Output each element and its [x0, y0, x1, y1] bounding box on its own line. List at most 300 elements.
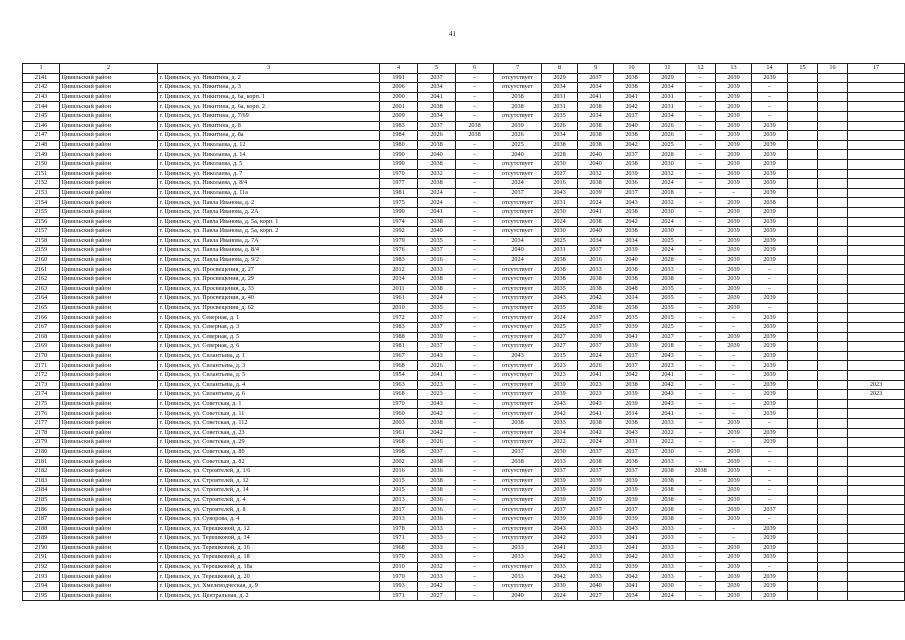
cell-col-4: 2015 — [380, 476, 418, 486]
cell-col-10: 2034 — [614, 236, 650, 246]
cell-col-7: отсутствует — [494, 313, 542, 323]
cell-col-13: 2039 — [716, 457, 752, 467]
cell-col-8: 2039 — [542, 476, 578, 486]
cell-col-15 — [788, 188, 818, 198]
cell-col-1: 2146 — [23, 121, 60, 131]
cell-col-4: 1981 — [380, 342, 418, 352]
cell-col-8: 2033 — [542, 457, 578, 467]
cell-col-9: 2032 — [578, 169, 614, 179]
cell-col-4: 1974 — [380, 217, 418, 227]
cell-col-14: 2039 — [752, 131, 788, 141]
cell-col-4: 2010 — [380, 303, 418, 313]
cell-col-1: 2170 — [23, 351, 60, 361]
cell-col-9: 2042 — [578, 428, 614, 438]
cell-col-16 — [818, 207, 848, 217]
cell-col-2: Цивильский район — [60, 543, 158, 553]
cell-col-12: – — [686, 438, 716, 448]
cell-col-16 — [818, 179, 848, 189]
cell-col-12: – — [686, 92, 716, 102]
cell-col-14: 2039 — [752, 438, 788, 448]
cell-col-15 — [788, 198, 818, 208]
column-number-17: 17 — [848, 64, 905, 74]
cell-col-4: 1961 — [380, 294, 418, 304]
table-row — [23, 428, 905, 438]
cell-col-3: г. Цивильск, ул. Силантьева, д. 4 — [158, 380, 380, 390]
cell-col-9: 2033 — [578, 543, 614, 553]
cell-col-10: 2039 — [614, 323, 650, 333]
cell-col-15 — [788, 371, 818, 381]
cell-col-6: – — [456, 198, 494, 208]
cell-col-16 — [818, 131, 848, 141]
cell-col-16 — [818, 466, 848, 476]
cell-col-14: 2039 — [752, 582, 788, 592]
cell-col-16 — [818, 150, 848, 160]
cell-col-6: – — [456, 553, 494, 563]
cell-col-1: 2162 — [23, 275, 60, 285]
cell-col-10: 2043 — [614, 198, 650, 208]
cell-col-13: – — [716, 380, 752, 390]
cell-col-2: Цивильский район — [60, 198, 158, 208]
cell-col-11: 2038 — [650, 486, 686, 496]
cell-col-15 — [788, 543, 818, 553]
cell-col-10: 2039 — [614, 562, 650, 572]
cell-col-5: 2034 — [418, 111, 456, 121]
cell-col-12: – — [686, 409, 716, 419]
cell-col-9: 2034 — [578, 236, 614, 246]
table-row — [23, 102, 905, 112]
cell-col-8: 2030 — [542, 207, 578, 217]
cell-col-7: 2043 — [494, 351, 542, 361]
cell-col-4: 1970 — [380, 572, 418, 582]
cell-col-12: – — [686, 582, 716, 592]
cell-col-16 — [818, 323, 848, 333]
cell-col-15 — [788, 255, 818, 265]
cell-col-6: – — [456, 207, 494, 217]
cell-col-1: 2154 — [23, 198, 60, 208]
cell-col-15 — [788, 303, 818, 313]
cell-col-2: Цивильский район — [60, 534, 158, 544]
table-row — [23, 534, 905, 544]
cell-col-2: Цивильский район — [60, 390, 158, 400]
cell-col-5: 2042 — [418, 582, 456, 592]
cell-col-6: – — [456, 303, 494, 313]
column-number-14: 14 — [752, 64, 788, 74]
cell-col-3: г. Цивильск, ул. Павла Иванова, д. 5а, корп. 1 — [158, 217, 380, 227]
cell-col-5: 2023 — [418, 380, 456, 390]
cell-col-15 — [788, 323, 818, 333]
cell-col-2: Цивильский район — [60, 457, 158, 467]
cell-col-2: Цивильский район — [60, 169, 158, 179]
cell-col-6: – — [456, 227, 494, 237]
cell-col-14: – — [752, 418, 788, 428]
cell-col-17 — [848, 255, 905, 265]
cell-col-1: 2143 — [23, 92, 60, 102]
cell-col-12: – — [686, 207, 716, 217]
cell-col-12: – — [686, 351, 716, 361]
cell-col-3: г. Цивильск, ул. Советская, д. 11 — [158, 409, 380, 419]
cell-col-9: 2034 — [578, 111, 614, 121]
cell-col-9: 2026 — [578, 361, 614, 371]
cell-col-1: 2176 — [23, 409, 60, 419]
cell-col-6: – — [456, 83, 494, 93]
cell-col-1: 2181 — [23, 457, 60, 467]
cell-col-2: Цивильский район — [60, 150, 158, 160]
cell-col-5: 2037 — [418, 121, 456, 131]
table-row — [23, 447, 905, 457]
cell-col-7: отсутствует — [494, 303, 542, 313]
cell-col-15 — [788, 313, 818, 323]
cell-col-7: отсутствует — [494, 284, 542, 294]
cell-col-8: 2043 — [542, 188, 578, 198]
cell-col-11: 2030 — [650, 447, 686, 457]
cell-col-4: 2016 — [380, 466, 418, 476]
cell-col-13: 2039 — [716, 275, 752, 285]
cell-col-16 — [818, 495, 848, 505]
cell-col-5: 2040 — [418, 227, 456, 237]
cell-col-8: 2033 — [542, 418, 578, 428]
cell-col-16 — [818, 265, 848, 275]
cell-col-3: г. Цивильск, ул. Советская, д. 23 — [158, 428, 380, 438]
cell-col-12: – — [686, 284, 716, 294]
cell-col-11: 2035 — [650, 303, 686, 313]
cell-col-9: 2023 — [578, 390, 614, 400]
cell-col-9: 2041 — [578, 207, 614, 217]
cell-col-6: 2038 — [456, 121, 494, 131]
cell-col-3: г. Цивильск, ул. Суворова, д. 4 — [158, 514, 380, 524]
cell-col-10: 2042 — [614, 102, 650, 112]
cell-col-9: 2038 — [578, 102, 614, 112]
cell-col-12: – — [686, 179, 716, 189]
cell-col-8: 2029 — [542, 73, 578, 83]
cell-col-11: 2032 — [650, 198, 686, 208]
cell-col-17 — [848, 466, 905, 476]
cell-col-13: 2039 — [716, 111, 752, 121]
cell-col-1: 2172 — [23, 371, 60, 381]
cell-col-16 — [818, 534, 848, 544]
cell-col-2: Цивильский район — [60, 255, 158, 265]
table-row — [23, 514, 905, 524]
cell-col-8: 2039 — [542, 380, 578, 390]
cell-col-14: 2039 — [752, 150, 788, 160]
cell-col-14: 2039 — [752, 207, 788, 217]
cell-col-10: 2038 — [614, 73, 650, 83]
cell-col-16 — [818, 236, 848, 246]
cell-col-12: – — [686, 188, 716, 198]
column-number-2: 2 — [60, 64, 158, 74]
cell-col-11: 2038 — [650, 514, 686, 524]
cell-col-2: Цивильский район — [60, 83, 158, 93]
cell-col-16 — [818, 371, 848, 381]
table-row — [23, 476, 905, 486]
cell-col-1: 2145 — [23, 111, 60, 121]
cell-col-6: – — [456, 543, 494, 553]
cell-col-16 — [818, 543, 848, 553]
cell-col-4: 1991 — [380, 73, 418, 83]
column-number-10: 10 — [614, 64, 650, 74]
cell-col-13: 2039 — [716, 121, 752, 131]
cell-col-14: 2039 — [752, 534, 788, 544]
cell-col-9: 2041 — [578, 371, 614, 381]
cell-col-5: 2038 — [418, 217, 456, 227]
cell-col-15 — [788, 227, 818, 237]
cell-col-6: – — [456, 418, 494, 428]
cell-col-4: 1990 — [380, 150, 418, 160]
cell-col-14: 2039 — [752, 380, 788, 390]
cell-col-12: – — [686, 399, 716, 409]
cell-col-11: 2022 — [650, 428, 686, 438]
cell-col-5: 2042 — [418, 409, 456, 419]
cell-col-5: 2035 — [418, 303, 456, 313]
cell-col-12: – — [686, 380, 716, 390]
cell-col-3: г. Цивильск, ул. Никитина, д. 6а, корп. 1 — [158, 92, 380, 102]
table-row — [23, 495, 905, 505]
cell-col-14: – — [752, 486, 788, 496]
cell-col-1: 2165 — [23, 303, 60, 313]
cell-col-6: – — [456, 457, 494, 467]
cell-col-1: 2142 — [23, 83, 60, 93]
cell-col-1: 2177 — [23, 418, 60, 428]
cell-col-15 — [788, 486, 818, 496]
cell-col-15 — [788, 246, 818, 256]
cell-col-9: 2039 — [578, 188, 614, 198]
cell-col-10: 2042 — [614, 572, 650, 582]
cell-col-1: 2186 — [23, 505, 60, 515]
cell-col-3: г. Цивильск, ул. Никитина, д. 2 — [158, 73, 380, 83]
cell-col-9: 2033 — [578, 534, 614, 544]
cell-col-2: Цивильский район — [60, 275, 158, 285]
cell-col-4: 1983 — [380, 323, 418, 333]
cell-col-13: 2039 — [716, 447, 752, 457]
cell-col-1: 2157 — [23, 227, 60, 237]
cell-col-2: Цивильский район — [60, 591, 158, 601]
cell-col-3: г. Цивильск, ул. Северная, д. 6 — [158, 342, 380, 352]
cell-col-2: Цивильский район — [60, 73, 158, 83]
cell-col-17 — [848, 543, 905, 553]
cell-col-1: 2173 — [23, 380, 60, 390]
cell-col-10: 2041 — [614, 92, 650, 102]
cell-col-15 — [788, 342, 818, 352]
cell-col-5: 2032 — [418, 562, 456, 572]
cell-col-9: 2039 — [578, 476, 614, 486]
cell-col-17 — [848, 217, 905, 227]
cell-col-11: 2023 — [650, 361, 686, 371]
cell-col-12: – — [686, 236, 716, 246]
cell-col-17 — [848, 486, 905, 496]
cell-col-2: Цивильский район — [60, 217, 158, 227]
cell-col-14: – — [752, 303, 788, 313]
cell-col-6: – — [456, 313, 494, 323]
cell-col-8: 2042 — [542, 534, 578, 544]
cell-col-7: 2034 — [494, 236, 542, 246]
cell-col-14: – — [752, 265, 788, 275]
cell-col-11: 2028 — [650, 255, 686, 265]
table-row — [23, 399, 905, 409]
cell-col-11: 2043 — [650, 399, 686, 409]
cell-col-17 — [848, 92, 905, 102]
cell-col-7: отсутствует — [494, 582, 542, 592]
cell-col-5: 2023 — [418, 390, 456, 400]
cell-col-4: 1993 — [380, 582, 418, 592]
cell-col-14: 2039 — [752, 313, 788, 323]
cell-col-17 — [848, 303, 905, 313]
cell-col-17 — [848, 169, 905, 179]
cell-col-10: 2014 — [614, 294, 650, 304]
cell-col-10: 2039 — [614, 246, 650, 256]
cell-col-17 — [848, 447, 905, 457]
cell-col-14: 2039 — [752, 188, 788, 198]
cell-col-15 — [788, 591, 818, 601]
cell-col-16 — [818, 140, 848, 150]
cell-col-9: 2033 — [578, 524, 614, 534]
cell-col-13: 2039 — [716, 505, 752, 515]
cell-col-16 — [818, 342, 848, 352]
cell-col-11: 2031 — [650, 92, 686, 102]
cell-col-11: 2043 — [650, 390, 686, 400]
cell-col-6: 2038 — [456, 131, 494, 141]
cell-col-11: 2033 — [650, 572, 686, 582]
cell-col-2: Цивильский район — [60, 92, 158, 102]
table-row — [23, 313, 905, 323]
cell-col-15 — [788, 265, 818, 275]
cell-col-2: Цивильский район — [60, 495, 158, 505]
cell-col-4: 2006 — [380, 83, 418, 93]
cell-col-14: 2039 — [752, 121, 788, 131]
cell-col-7: отсутствует — [494, 207, 542, 217]
cell-col-8: 2023 — [542, 361, 578, 371]
cell-col-3: г. Цивильск, ул. Никитина, д. 3 — [158, 83, 380, 93]
cell-col-3: г. Цивильск, ул. Северная, д. 3 — [158, 323, 380, 333]
cell-col-16 — [818, 351, 848, 361]
cell-col-10: 2038 — [614, 131, 650, 141]
cell-col-12: – — [686, 111, 716, 121]
cell-col-3: г. Цивильск, ул. Николаева, д. 7 — [158, 169, 380, 179]
cell-col-10: 2043 — [614, 524, 650, 534]
cell-col-7: отсутствует — [494, 342, 542, 352]
table-row — [23, 466, 905, 476]
cell-col-12: – — [686, 342, 716, 352]
cell-col-10: 2035 — [614, 313, 650, 323]
cell-col-16 — [818, 418, 848, 428]
cell-col-13: 2039 — [716, 332, 752, 342]
cell-col-7: отсутствует — [494, 361, 542, 371]
cell-col-3: г. Цивильск, ул. Хмелеводческая, д. 9 — [158, 582, 380, 592]
table-row — [23, 582, 905, 592]
table-row — [23, 342, 905, 352]
cell-col-14: – — [752, 83, 788, 93]
cell-col-11: 2029 — [650, 73, 686, 83]
cell-col-16 — [818, 246, 848, 256]
cell-col-9: 2037 — [578, 313, 614, 323]
cell-col-3: г. Цивильск, ул. Никитина, д. 7/69 — [158, 111, 380, 121]
cell-col-14: 2039 — [752, 227, 788, 237]
cell-col-17 — [848, 342, 905, 352]
cell-col-15 — [788, 457, 818, 467]
cell-col-2: Цивильский район — [60, 572, 158, 582]
cell-col-11: 2027 — [650, 332, 686, 342]
cell-col-14: – — [752, 111, 788, 121]
cell-col-6: – — [456, 582, 494, 592]
cell-col-17: 2023 — [848, 390, 905, 400]
cell-col-14: – — [752, 514, 788, 524]
cell-col-14: – — [752, 275, 788, 285]
cell-col-3: г. Цивильск, ул. Николаева, д. 5 — [158, 159, 380, 169]
cell-col-11: 2024 — [650, 179, 686, 189]
cell-col-2: Цивильский район — [60, 399, 158, 409]
cell-col-14: 2039 — [752, 140, 788, 150]
cell-col-6: – — [456, 140, 494, 150]
cell-col-17 — [848, 438, 905, 448]
table-row — [23, 409, 905, 419]
cell-col-13: 2039 — [716, 217, 752, 227]
cell-col-11: 2025 — [650, 140, 686, 150]
cell-col-2: Цивильский район — [60, 111, 158, 121]
cell-col-16 — [818, 227, 848, 237]
cell-col-7: отсутствует — [494, 227, 542, 237]
cell-col-2: Цивильский район — [60, 524, 158, 534]
cell-col-15 — [788, 294, 818, 304]
cell-col-3: г. Цивильск, ул. Павла Иванова, д. 7А — [158, 236, 380, 246]
cell-col-14: 2039 — [752, 255, 788, 265]
cell-col-1: 2178 — [23, 428, 60, 438]
cell-col-2: Цивильский район — [60, 438, 158, 448]
cell-col-14: – — [752, 562, 788, 572]
cell-col-1: 2180 — [23, 447, 60, 457]
table-row — [23, 323, 905, 333]
cell-col-7: отсутствует — [494, 380, 542, 390]
cell-col-7: отсутствует — [494, 390, 542, 400]
cell-col-8: 2031 — [542, 102, 578, 112]
cell-col-10: 2039 — [614, 399, 650, 409]
cell-col-1: 2164 — [23, 294, 60, 304]
cell-col-15 — [788, 159, 818, 169]
column-number-8: 8 — [542, 64, 578, 74]
cell-col-16 — [818, 553, 848, 563]
cell-col-17 — [848, 150, 905, 160]
cell-col-2: Цивильский район — [60, 332, 158, 342]
cell-col-7: отсутствует — [494, 265, 542, 275]
cell-col-15 — [788, 438, 818, 448]
cell-col-14: 2039 — [752, 217, 788, 227]
cell-col-15 — [788, 572, 818, 582]
cell-col-9: 2038 — [578, 418, 614, 428]
cell-col-3: г. Цивильск, ул. Павла Иванова, д. 2 — [158, 198, 380, 208]
cell-col-4: 2015 — [380, 486, 418, 496]
cell-col-5: 2037 — [418, 447, 456, 457]
cell-col-8: 2035 — [542, 111, 578, 121]
cell-col-17 — [848, 73, 905, 83]
cell-col-1: 2163 — [23, 284, 60, 294]
cell-col-13: 2039 — [716, 342, 752, 352]
cell-col-16 — [818, 111, 848, 121]
cell-col-17 — [848, 591, 905, 601]
cell-col-16 — [818, 159, 848, 169]
cell-col-17 — [848, 534, 905, 544]
cell-col-4: 1990 — [380, 159, 418, 169]
cell-col-11: 2033 — [650, 457, 686, 467]
cell-col-13: – — [716, 313, 752, 323]
cell-col-7: отсутствует — [494, 332, 542, 342]
cell-col-6: – — [456, 236, 494, 246]
cell-col-6: – — [456, 380, 494, 390]
cell-col-12: – — [686, 255, 716, 265]
cell-col-9: 2040 — [578, 582, 614, 592]
cell-col-14: 2039 — [752, 591, 788, 601]
cell-col-16 — [818, 562, 848, 572]
cell-col-16 — [818, 409, 848, 419]
cell-col-13: – — [716, 524, 752, 534]
cell-col-17 — [848, 524, 905, 534]
cell-col-17 — [848, 351, 905, 361]
